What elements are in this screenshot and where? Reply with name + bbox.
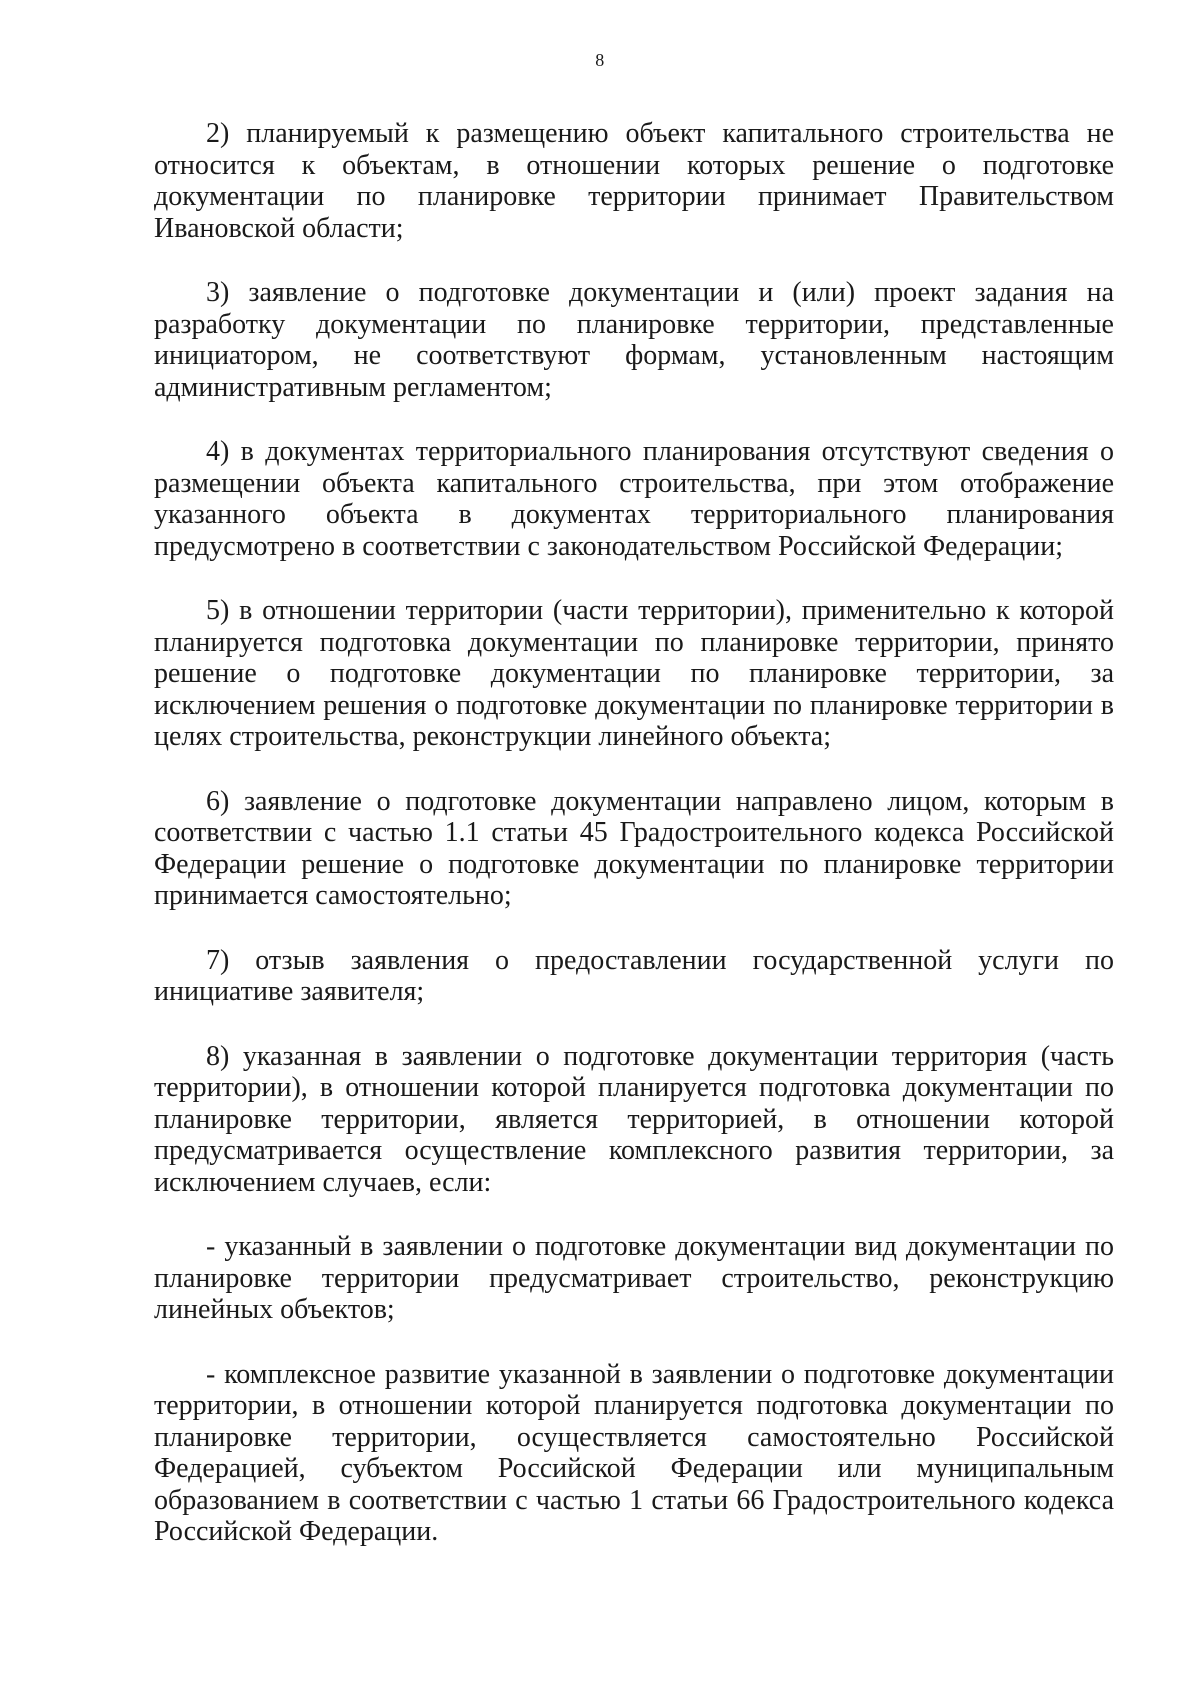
paragraph-item-5: 5) в отношении территории (части территории), применительно к которой планируется подготовка документации по планировке территории, принято решение о подготовке документации по планировке территории, за исключением решения о подготовке документации по планировке территории в целях строительства, реконструкции линейного объекта;: [154, 595, 1114, 752]
paragraph-subitem-complex-development: - комплексное развитие указанной в заявлении о подготовке документации территории, в отношении которой планируется подготовка документации по планировке территории, осуществляется самостоятельно Российской Федерацией, субъектом Российской Федерации или муниципальным образованием в соответствии с частью 1 статьи 66 Градостроительного кодекса Российской Федерации.: [154, 1358, 1114, 1547]
paragraph-item-6: 6) заявление о подготовке документации направлено лицом, которым в соответствии с частью 1.1 статьи 45 Градостроительного кодекса Российской Федерации решение о подготовке документации по планировке территории принимается самостоятельно;: [154, 785, 1114, 911]
document-body: [154, 118, 1114, 1581]
paragraph-item-7: 7) отзыв заявления о предоставлении государственной услуги по инициативе заявителя;: [154, 944, 1114, 1007]
paragraph-item-3: 3) заявление о подготовке документации и (или) проект задания на разработку документации по планировке территории, представленные инициатором, не соответствуют формам, установленным настоящим административным регламентом;: [154, 277, 1114, 403]
paragraph-item-4: 4) в документах территориального планирования отсутствуют сведения о размещении объекта капитального строительства, при этом отображение указанного объекта в документах территориального планирования предусмотрено в соответствии с законодательством Российской Федерации;: [154, 436, 1114, 562]
paragraph-item-2: 2) планируемый к размещению объект капитального строительства не относится к объектам, в отношении которых решение о подготовке документации по планировке территории принимает Правительством Ивановской области;: [154, 118, 1114, 244]
paragraph-subitem-linear-objects: - указанный в заявлении о подготовке документации вид документации по планировке территории предусматривает строительство, реконструкцию линейных объектов;: [154, 1231, 1114, 1325]
paragraph-item-8: 8) указанная в заявлении о подготовке документации территория (часть территории), в отношении которой планируется подготовка документации по планировке территории, является территорией, в отношении которой предусматривается осуществление комплексного развития территории, за исключением случаев, если:: [154, 1040, 1114, 1198]
page-number: 8: [595, 50, 605, 70]
